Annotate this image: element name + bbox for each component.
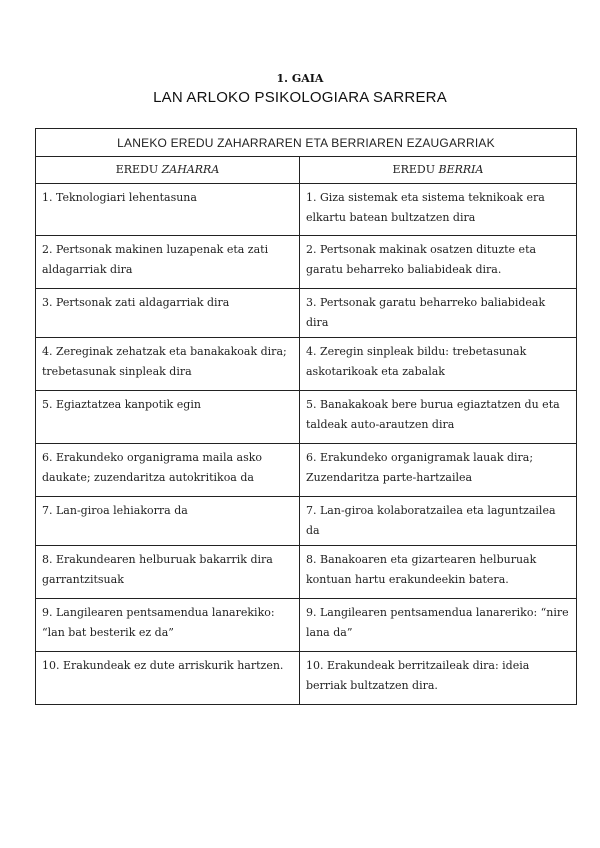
old-model-cell: 1. Teknologiari lehentasuna <box>36 184 300 236</box>
table-row <box>36 391 577 444</box>
column-header-emphasis: ZAHARRA <box>161 163 220 176</box>
old-model-cell: 7. Lan-giroa lehiakorra da <box>36 497 300 546</box>
table-row <box>36 599 577 652</box>
table-caption: LANEKO EREDU ZAHARRAREN ETA BERRIAREN EZAUGARRIAK <box>36 129 577 157</box>
new-model-cell: 3. Pertsonak garatu beharreko baliabideak dira <box>300 289 577 338</box>
new-model-cell: 5. Banakakoak bere burua egiaztatzen du eta taldeak auto-arautzen dira <box>300 391 577 444</box>
old-model-cell: 6. Erakundeko organigrama maila asko daukate; zuzendaritza autokritikoa da <box>36 444 300 497</box>
table-row <box>36 444 577 497</box>
comparison-table <box>35 128 577 705</box>
document-header <box>0 72 600 108</box>
table-row <box>36 289 577 338</box>
new-model-cell: 8. Banakoaren eta gizartearen helburuak kontuan hartu erakundeekin batera. <box>300 546 577 599</box>
chapter-label: 1. GAIA <box>276 72 324 85</box>
new-model-cell: 4. Zeregin sinpleak bildu: trebetasunak askotarikoak eta zabalak <box>300 338 577 391</box>
table-row <box>36 184 577 236</box>
column-header-prefix: EREDU <box>392 163 439 176</box>
column-header-new-model <box>300 157 577 184</box>
old-model-cell: 9. Langilearen pentsamendua lanarekiko: “lan bat besterik ez da” <box>36 599 300 652</box>
new-model-cell: 7. Lan-giroa kolaboratzailea eta laguntzailea da <box>300 497 577 546</box>
new-model-cell: 10. Erakundeak berritzaileak dira: ideia berriak bultzatzen dira. <box>300 652 577 705</box>
old-model-cell: 5. Egiaztatzea kanpotik egin <box>36 391 300 444</box>
old-model-cell: 2. Pertsonak makinen luzapenak eta zati aldagarriak dira <box>36 236 300 289</box>
new-model-cell: 9. Langilearen pentsamendua lanareriko: “nire lana da” <box>300 599 577 652</box>
new-model-cell: 1. Giza sistemak eta sistema teknikoak era elkartu batean bultzatzen dira <box>300 184 577 236</box>
old-model-cell: 8. Erakundearen helburuak bakarrik dira garrantzitsuak <box>36 546 300 599</box>
new-model-cell: 2. Pertsonak makinak osatzen dituzte eta garatu beharreko baliabideak dira. <box>300 236 577 289</box>
new-model-cell: 6. Erakundeko organigramak lauak dira; Zuzendaritza parte-hartzailea <box>300 444 577 497</box>
table-row <box>36 236 577 289</box>
table-row <box>36 546 577 599</box>
column-header-prefix: EREDU <box>115 163 162 176</box>
old-model-cell: 4. Zereginak zehatzak eta banakakoak dira; trebetasunak sinpleak dira <box>36 338 300 391</box>
table-row <box>36 338 577 391</box>
page-title: LAN ARLOKO PSIKOLOGIARA SARRERA <box>153 89 447 106</box>
old-model-cell: 10. Erakundeak ez dute arriskurik hartzen. <box>36 652 300 705</box>
old-model-cell: 3. Pertsonak zati aldagarriak dira <box>36 289 300 338</box>
column-header-emphasis: BERRIA <box>438 163 484 176</box>
table-row <box>36 652 577 705</box>
table-row <box>36 497 577 546</box>
column-header-old-model <box>36 157 300 184</box>
